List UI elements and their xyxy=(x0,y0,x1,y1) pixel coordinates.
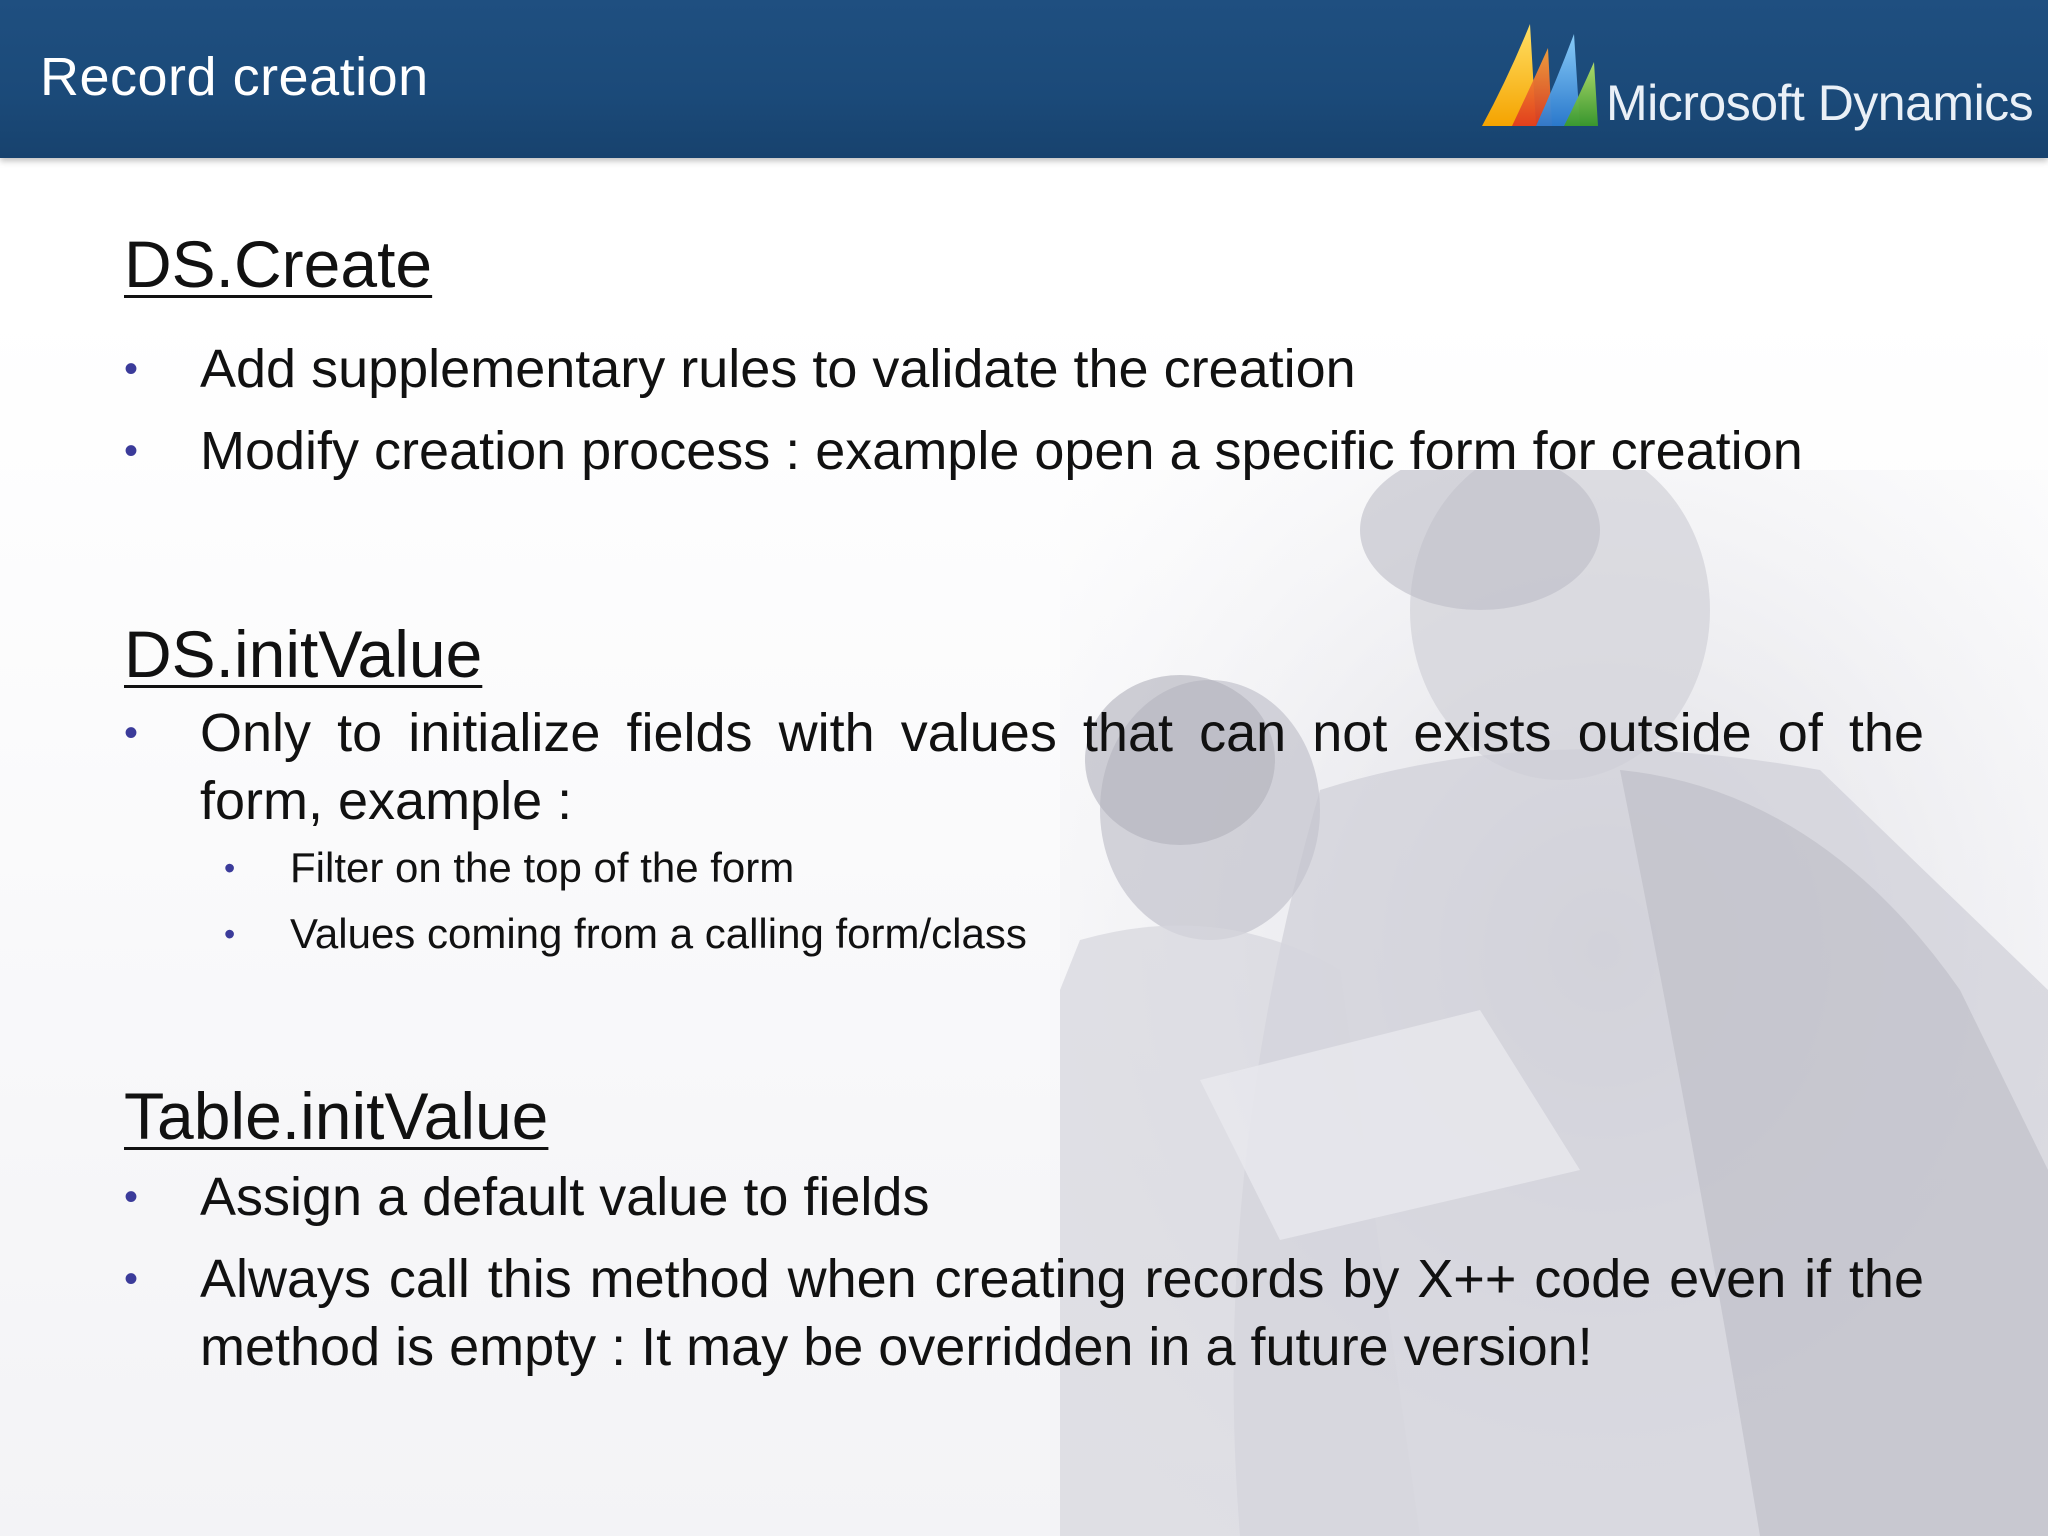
title-bar xyxy=(0,0,2048,158)
sub-bullet-text: Values coming from a calling form/class xyxy=(290,909,1027,957)
sub-bullet-list xyxy=(124,835,1924,967)
list-item xyxy=(124,417,1924,485)
list-item xyxy=(124,835,1924,901)
bullet-text: Always call this method when creating records by X++ code even if the method is empty : It may be overridden in a future version! xyxy=(200,1248,1924,1377)
section-heading: Table.initValue xyxy=(124,1079,549,1153)
section-ds-create xyxy=(124,228,1924,485)
bullet-icon: • xyxy=(124,428,139,473)
bullet-list xyxy=(124,699,1924,835)
bullet-text: Only to initialize fields with values that can not exists outside of the form, example : xyxy=(200,702,1924,831)
sub-bullet-text: Filter on the top of the form xyxy=(290,843,795,891)
list-item xyxy=(124,335,1924,403)
dynamics-logo-icon xyxy=(1478,18,1608,130)
bullet-list xyxy=(124,1163,1924,1381)
list-item xyxy=(124,1245,1924,1381)
bullet-icon: • xyxy=(224,915,236,952)
list-item xyxy=(124,699,1924,835)
logo-text: Microsoft Dynamics xyxy=(1606,75,2034,131)
bullet-icon: • xyxy=(124,1174,139,1219)
bullet-icon: • xyxy=(124,346,139,391)
list-item xyxy=(124,901,1924,967)
slide-title: Record creation xyxy=(40,47,429,107)
section-heading: DS.initValue xyxy=(124,617,483,691)
bullet-text: Assign a default value to fields xyxy=(200,1166,930,1227)
bullet-icon: • xyxy=(124,1256,139,1301)
bullet-text: Add supplementary rules to validate the creation xyxy=(200,338,1356,399)
bullet-icon: • xyxy=(124,710,139,755)
microsoft-dynamics-logo xyxy=(1478,18,2034,138)
section-heading: DS.Create xyxy=(124,227,433,301)
bullet-list xyxy=(124,335,1924,485)
list-item xyxy=(124,1163,1924,1231)
section-table-initvalue xyxy=(124,1080,1924,1381)
section-ds-initvalue xyxy=(124,618,1924,967)
bullet-icon: • xyxy=(224,849,236,886)
bullet-text: Modify creation process : example open a specific form for creation xyxy=(200,420,1803,481)
